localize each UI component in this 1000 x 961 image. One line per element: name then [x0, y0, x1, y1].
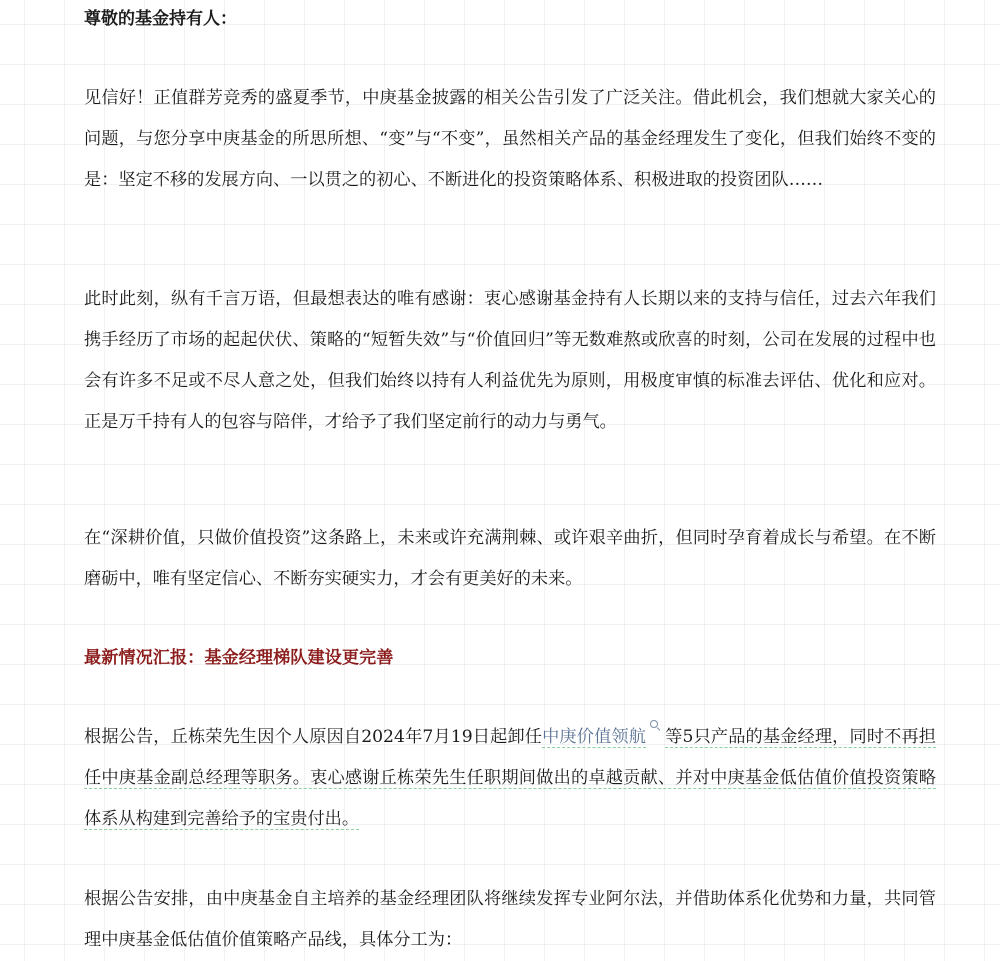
announcement-text-end: 等5只产品的基金经理，同时不再担任中庚基金副总经理等职务。衷心感谢丘栋荣先生任职期间做出的卓越贡献、并对中庚基金低估值价值投资策略体系从构建到完善给予的宝贵付出。: [84, 727, 936, 829]
paragraph-arrangement: 根据公告安排，由中庚基金自主培养的基金经理团队将继续发挥专业阿尔法，并借助体系化优势和力量，共同管理中庚基金低估值价值策略产品线，具体分工为：: [84, 889, 936, 950]
paragraph-value-investing: 在“深耕价值，只做价值投资”这条路上，未来或许充满荆棘、或许艰辛曲折，但同时孕育着成长与希望。在不断磨砺中，唯有坚定信心、不断夯实硬实力，才会有更美好的未来。: [84, 528, 936, 589]
fund-link[interactable]: 中庚价值领航: [542, 727, 647, 747]
search-icon[interactable]: [649, 719, 663, 733]
paragraph-announcement: [84, 717, 936, 840]
paragraph-thanks: 此时此刻，纵有千言万语，但最想表达的唯有感谢：衷心感谢基金持有人长期以来的支持与信任，过去六年我们携手经历了市场的起起伏伏、策略的“短暂失效”与“价值回归”等无数难熬或欣喜的时刻，公司在发展的过程中也会有许多不足或不尽人意之处，但我们始终以持有人利益优先为原则，用极度审慎的标准去评估、优化和应对。正是万千持有人的包容与陪伴，才给予了我们坚定前行的动力与勇气。: [84, 289, 936, 432]
salutation: 尊敬的基金持有人：: [84, 9, 237, 29]
announcement-text-start: 根据公告，丘栋荣先生因个人原因自2024年7月19日起卸任: [84, 727, 543, 747]
paragraph-intro: 见信好！正值群芳竞秀的盛夏季节，中庚基金披露的相关公告引发了广泛关注。借此机会，我们想就大家关心的问题，与您分享中庚基金的所思所想、“变”与“不变”，虽然相关产品的基金经理发生了变化，但我们始终不变的是：坚定不移的发展方向、一以贯之的初心、不断进化的投资策略体系、积极进取的投资团队……: [84, 88, 936, 190]
section-heading: 最新情况汇报：基金经理梯队建设更完善: [84, 648, 394, 668]
